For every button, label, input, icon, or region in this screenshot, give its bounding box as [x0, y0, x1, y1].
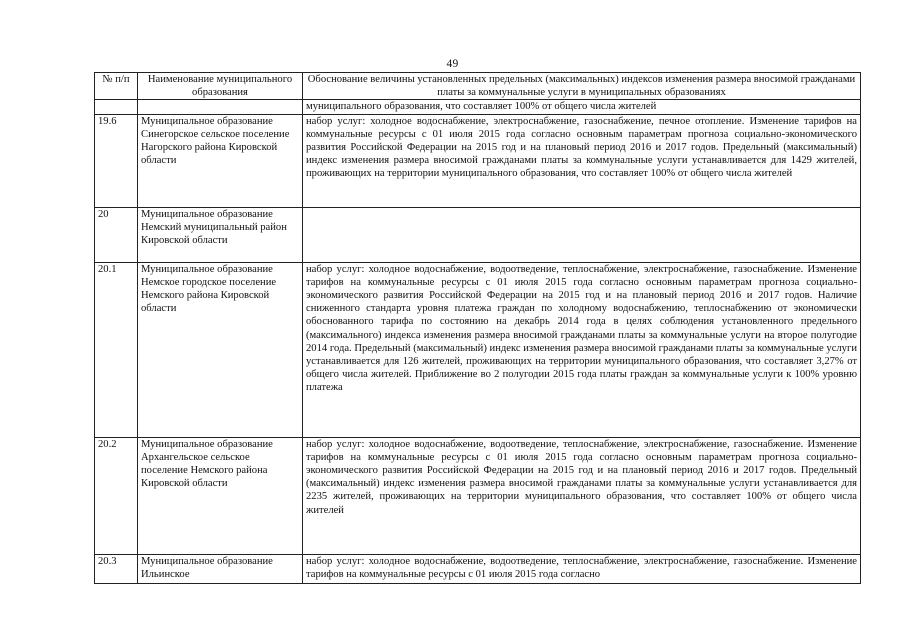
row-number: 20: [95, 207, 138, 262]
table-row: [95, 114, 861, 207]
table-row: [95, 100, 861, 114]
row-municipality: Муниципальное образование Немский муниципальный район Кировской области: [138, 207, 303, 262]
row-justification: муниципального образования, что составляет 100% от общего числа жителей: [303, 100, 861, 114]
table-row: [95, 262, 861, 437]
header-justification: Обоснование величины установленных предельных (максимальных) индексов изменения размера вносимой гражданами платы за коммунальные услуги в муниципальных образованиях: [303, 73, 861, 100]
header-municipality-name: Наименование муниципального образования: [138, 73, 303, 100]
row-number: 20.1: [95, 262, 138, 437]
row-number: [95, 100, 138, 114]
table-row: [95, 554, 861, 583]
row-justification: набор услуг: холодное водоснабжение, электроснабжение, газоснабжение, печное отопление. Изменение тарифов на коммунальные ресурсы с 01 июля 2015 года согласно основным параметрам прогноза социально-экономического развития Российской Федерации на 2015 год и на плановый период 2016 и 2017 годов. Предельный (максимальный) индекс изменения размера вносимой гражданами платы за коммунальные услуги устанавливается для 1429 жителей, проживающих на территории муниципального образования, что составляет 100% от общего числа жителей: [303, 114, 861, 207]
table-row: [95, 207, 861, 262]
row-municipality: Муниципальное образование Ильинское: [138, 554, 303, 583]
row-justification: набор услуг: холодное водоснабжение, водоотведение, теплоснабжение, электроснабжение, газоснабжение. Изменение тарифов на коммунальные ресурсы с 01 июля 2015 года согласно основным параметрам прогноза социально-экономического развития Российской Федерации на 2015 год и на плановый период 2016 и 2017 годов. Предельный (максимальный) индекс изменения размера вносимой гражданами платы за коммунальные услуги устанавливается для 2235 жителей, проживающих на территории муниципального образования, что составляет 100% от общего числа жителей: [303, 437, 861, 554]
table-row: [95, 437, 861, 554]
row-municipality: Муниципальное образование Синегорское сельское поселение Нагорского района Кировской области: [138, 114, 303, 207]
justification-table: [94, 72, 861, 584]
row-justification: набор услуг: холодное водоснабжение, водоотведение, теплоснабжение, электроснабжение, газоснабжение. Изменение тарифов на коммунальные ресурсы с 01 июля 2015 года согласно основным параметрам прогноза социально-экономического развития Российской Федерации на 2015 год и на плановый период 2016 и 2017 годов. Наличие сниженного стандарта уровня платежа граждан по холодному водоснабжению, теплоснабжению от экономически обоснованного тарифа по состоянию на декабрь 2014 года в целях соблюдения установленного предельного (максимального) индекса изменения размера вносимой гражданами платы за коммунальные услуги на второе полугодие 2014 года. Предельный (максимальный) индекс изменения размера вносимой гражданами платы за коммунальные услуги устанавливается для 126 жителей, проживающих на территории муниципального образования, что составляет 3,27% от общего числа жителей. Приближение во 2 полугодии 2015 года платы граждан за коммунальные услуги к 100% уровню платежа: [303, 262, 861, 437]
page-number: 49: [446, 58, 459, 70]
header-number: № п/п: [95, 73, 138, 100]
row-justification: набор услуг: холодное водоснабжение, водоотведение, теплоснабжение, электроснабжение, газоснабжение. Изменение тарифов на коммунальные ресурсы с 01 июля 2015 года согласно: [303, 554, 861, 583]
row-municipality: [138, 100, 303, 114]
row-municipality: Муниципальное образование Немское городское поселение Немского района Кировской области: [138, 262, 303, 437]
table-header-row: [95, 73, 861, 100]
row-number: 20.2: [95, 437, 138, 554]
row-number: 19.6: [95, 114, 138, 207]
row-justification: [303, 207, 861, 262]
row-number: 20.3: [95, 554, 138, 583]
row-municipality: Муниципальное образование Архангельское сельское поселение Немского района Кировской области: [138, 437, 303, 554]
